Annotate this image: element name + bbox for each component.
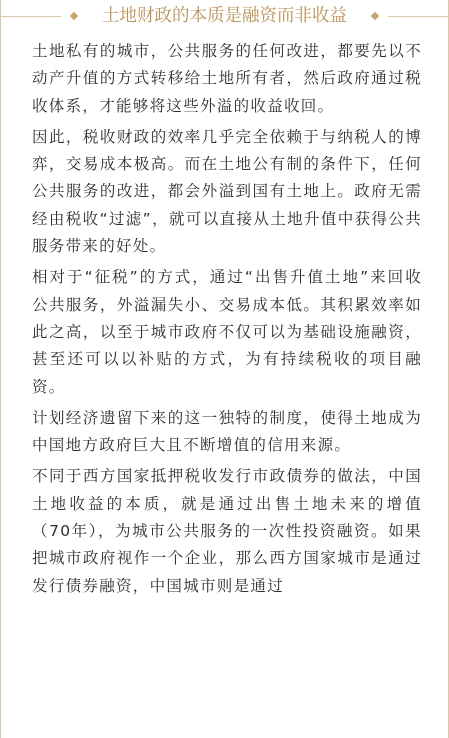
header-divider-right [388, 16, 448, 17]
diamond-ornament-icon [371, 12, 379, 20]
diamond-ornament-icon [70, 12, 78, 20]
paragraph: 土地私有的城市，公共服务的任何改进，都要先以不动产升值的方式转移给土地所有者，然后政府通过税收体系，才能够将这些外溢的收益收回。 [32, 42, 422, 115]
section-title: 土地财政的本质是融资而非收益 [102, 6, 347, 26]
paragraph: 不同于西方国家抵押税收发行市政债券的做法，中国土地收益的本质，就是通过出售土地未来的增值（70年），为城市公共服务的一次性投资融资。如果把城市政府视作一个企业，那么西方国家城市是通过发行债券融资，中国城市则是通过 [32, 467, 422, 595]
article-body [1, 34, 448, 600]
header-divider-left [1, 16, 61, 17]
paragraph: 计划经济遗留下来的这一独特的制度，使得土地成为中国地方政府巨大且不断增值的信用来源。 [32, 408, 422, 455]
paragraph: 相对于“征税”的方式，通过“出售升值土地”来回收公共服务，外溢漏失小、交易成本低。其积累效率如此之高，以至于城市政府不仅可以为基础设施融资，甚至还可以以补贴的方式，为有持续税收的项目融资。 [32, 268, 422, 396]
section-header [1, 0, 448, 34]
paragraph: 因此，税收财政的效率几乎完全依赖于与纳税人的博弈，交易成本极高。而在土地公有制的条件下，任何公共服务的改进，都会外溢到国有土地上。政府无需经由税收“过滤”，就可以直接从土地升值中获得公共服务带来的好处。 [32, 127, 422, 256]
